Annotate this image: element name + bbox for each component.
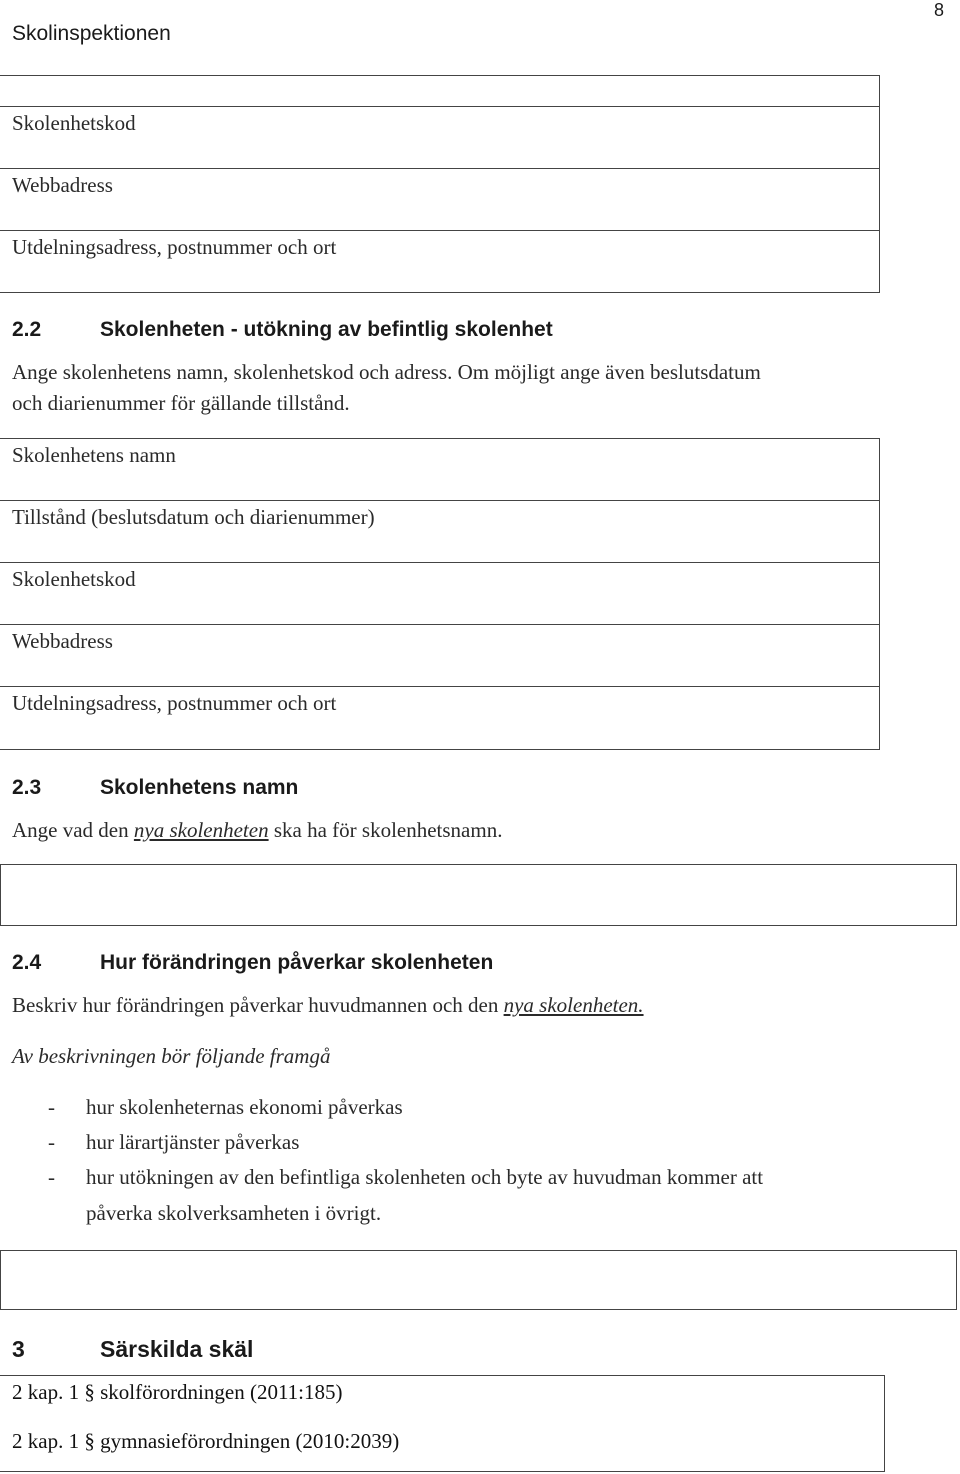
bullet-dash: - (48, 1130, 55, 1154)
intro-text: Beskriv hur förändringen påverkar huvudmannen och den (12, 993, 504, 1017)
bullet-text: hur utökningen av den befintliga skolenheten och byte av huvudman kommer att (86, 1165, 764, 1189)
page-number: 8 (933, 0, 944, 20)
section-2-2-field-label: Skolenhetens namn (12, 443, 176, 467)
section-2-2-field-label: Utdelningsadress, postnummer och ort (12, 691, 337, 715)
bullet-dash: - (48, 1165, 55, 1189)
section-title: Skolenheten - utökning av befintlig skolenhet (100, 318, 553, 341)
bullet-text: påverka skolverksamheten i övrigt. (86, 1201, 382, 1225)
section-title: Hur förändringen påverkar skolenheten (100, 951, 494, 974)
page-header-title: Skolinspektionen (12, 22, 171, 45)
bullet-dash: - (48, 1095, 55, 1119)
top-form-field-label: Utdelningsadress, postnummer och ort (12, 235, 337, 259)
section-2-2-intro-line1: Ange skolenhetens namn, skolenhetskod och adress. Om möjligt ange även beslutsdatum (12, 360, 761, 384)
section-number: 3 (12, 1336, 25, 1362)
section-2-2-field-label: Webbadress (12, 629, 113, 653)
section-number: 2.3 (12, 776, 42, 799)
section-2-2-intro-line2: och diarienummer för gällande tillstånd. (12, 391, 350, 415)
intro-emphasis: nya skolenheten (133, 818, 269, 842)
bullet-text: hur skolenheternas ekonomi påverkas (86, 1095, 403, 1119)
section-number: 2.4 (12, 951, 42, 974)
section-title: Skolenhetens namn (100, 776, 299, 799)
bullet-text: hur lärartjänster påverkas (86, 1130, 300, 1154)
intro-text: Ange vad den (12, 818, 134, 842)
section-title: Särskilda skäl (100, 1336, 254, 1362)
legal-reference: 2 kap. 1 § gymnasieförordningen (2010:2039) (12, 1429, 400, 1453)
intro-emphasis: nya skolenheten. (503, 993, 644, 1017)
section-2-4-note: Av beskrivningen bör följande framgå (12, 1044, 331, 1068)
top-form-field-label: Webbadress (12, 173, 113, 197)
top-form-field-label: Skolenhetskod (12, 111, 136, 135)
section-2-2-field-label: Skolenhetskod (12, 567, 136, 591)
section-2-2-field-label: Tillstånd (beslutsdatum och diarienummer) (12, 505, 375, 529)
intro-text: ska ha för skolenhetsnamn. (268, 818, 503, 842)
legal-reference: 2 kap. 1 § skolförordningen (2011:185) (12, 1380, 343, 1404)
section-number: 2.2 (12, 318, 42, 341)
